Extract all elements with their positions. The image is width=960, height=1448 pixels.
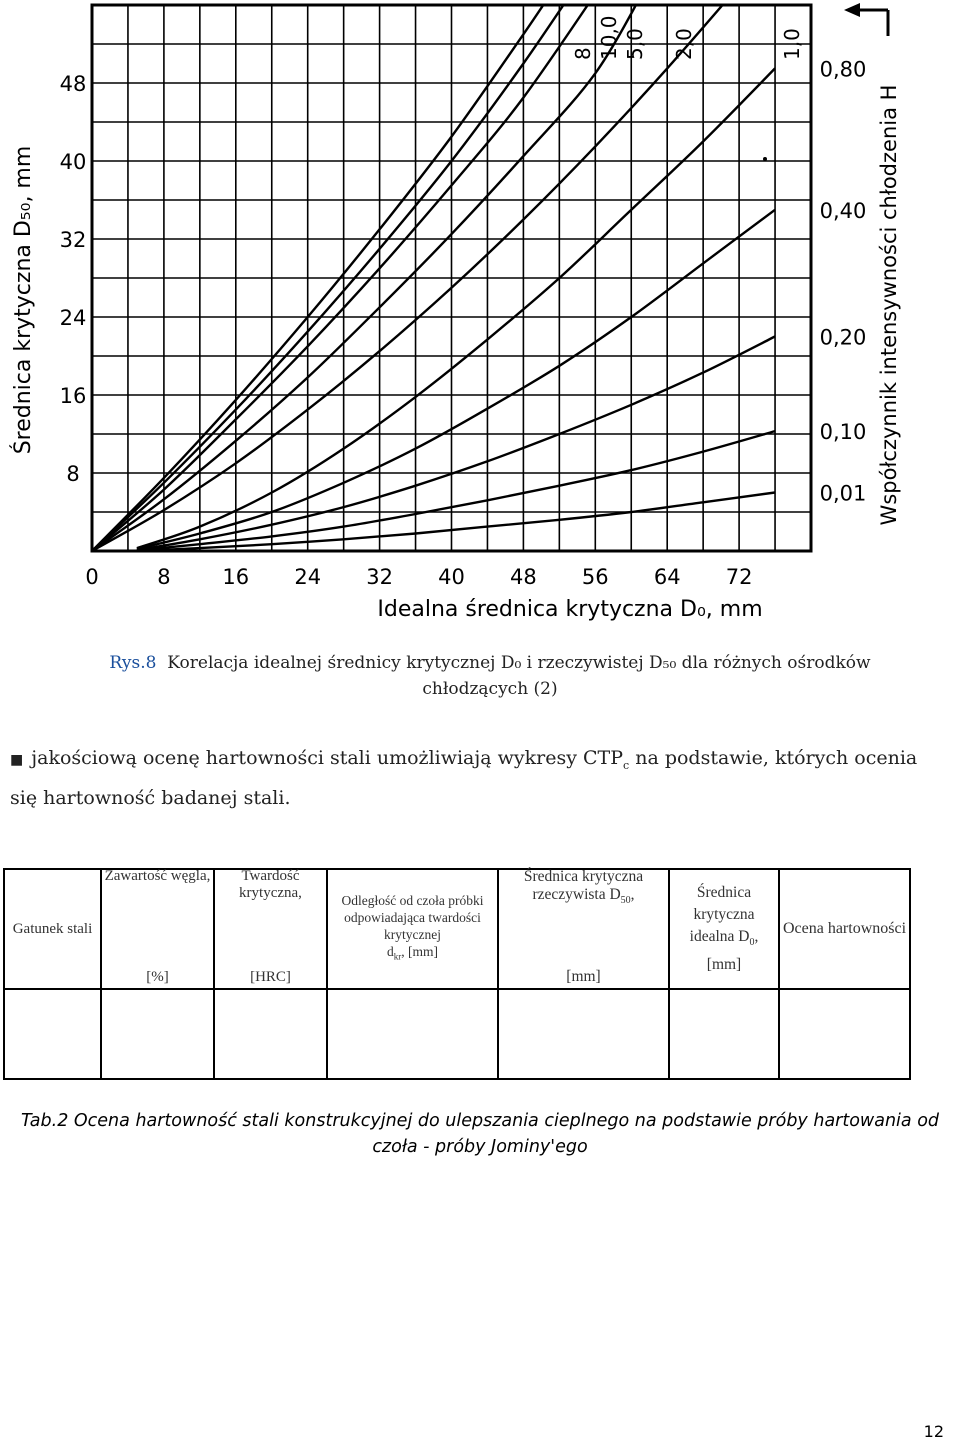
y-tick-label: 48 [59, 72, 87, 96]
x-tick-labels [85, 565, 752, 589]
top-curve-label: 5,0 [623, 28, 647, 60]
figure-caption [80, 650, 900, 702]
y-tick-label: 16 [59, 384, 87, 408]
x-tick-label: 48 [510, 565, 537, 589]
x-tick-label: 0 [85, 565, 99, 589]
hardenability-table [3, 868, 911, 1080]
header-real-critical-diameter: Średnica krytyczna rzeczywista $D_{50}$, [mm] [498, 869, 669, 989]
table-cell[interactable] [498, 989, 669, 1079]
paragraph-subscript: c [623, 758, 630, 772]
table-caption-line2: czoła - próby Jominy'ego [372, 1137, 588, 1157]
x-tick-label: 24 [294, 565, 322, 589]
x-tick-label: 56 [581, 565, 609, 589]
top-curve-label: 2,0 [672, 28, 696, 60]
figure-caption-line1: Korelacja idealnej średnicy krytycznej D₀ i rzeczywistej D₅₀ dla różnych ośrodków [167, 653, 871, 673]
curve-0-80 [137, 68, 775, 548]
top-curve-labels [571, 15, 804, 60]
curve-0-01 [137, 493, 775, 552]
x-tick-label: 8 [157, 565, 171, 589]
table-cell[interactable] [4, 989, 101, 1079]
x-tick-label: 16 [222, 565, 250, 589]
table-cell[interactable] [669, 989, 779, 1079]
paragraph-text-2: na podstawie, których ocenia się hartowność badanej stali. [10, 747, 918, 809]
top-curve-label: 10,0 [597, 15, 621, 60]
right-tick-label: 0,20 [819, 325, 867, 350]
right-tick-label: 0,40 [819, 198, 867, 223]
paragraph-text: jakościową ocenę hartowności stali umożliwiają wykresy CTP [31, 747, 623, 769]
y-tick-label: 24 [59, 306, 87, 330]
header-steel-grade: Gatunek stali [4, 869, 101, 989]
body-paragraph [10, 742, 950, 814]
y-tick-label: 8 [66, 462, 80, 486]
curve-0-40 [137, 210, 775, 549]
page-number: 12 [923, 1422, 944, 1441]
table-cell[interactable] [779, 989, 910, 1079]
x-tick-label: 64 [653, 565, 681, 589]
right-tick-label: 0,10 [819, 420, 867, 445]
table-cell[interactable] [327, 989, 498, 1079]
chart-grid [92, 5, 811, 551]
x-tick-label: 72 [725, 565, 753, 589]
right-tick-label: 0,80 [819, 57, 867, 82]
header-carbon-content: Zawartość węgla, [%] [101, 869, 214, 989]
figure-label: Rys.8 [109, 653, 157, 673]
header-distance: Odległość od czoła próbki odpowiadająca twardości krytycznej $d_{kr}$, [mm] [327, 869, 498, 989]
table-cell[interactable] [101, 989, 214, 1079]
speck [763, 157, 767, 161]
header-ideal-critical-diameter: Średnica krytyczna idealna $D_0$, [mm] [669, 869, 779, 989]
right-axis-label: Współczynnik intensywności chłodzenia H [877, 84, 901, 526]
top-curve-label: 8 [571, 47, 595, 60]
top-curve-label: 1,0 [780, 28, 804, 60]
y-tick-label: 40 [59, 150, 87, 174]
y-tick-labels [60, 72, 87, 486]
arrow-icon [844, 3, 888, 36]
x-tick-label: 32 [366, 565, 393, 589]
header-critical-hardness: Twardość krytyczna, [HRC] [214, 869, 327, 989]
bullet-icon: ■ [10, 752, 24, 768]
table-header-row [4, 869, 910, 989]
hardenability-chart [0, 0, 960, 640]
figure-caption-line2: chłodzących (2) [422, 679, 558, 699]
y-axis-label: Średnica krytyczna D₅₀, mm [11, 145, 36, 455]
header-hardenability-rating: Ocena hartowności [779, 869, 910, 989]
x-tick-label: 40 [438, 565, 465, 589]
x-axis-label: Idealna średnica krytyczna D₀, mm [377, 597, 763, 622]
y-tick-label: 32 [59, 228, 87, 252]
table-caption [0, 1108, 960, 1160]
right-tick-label: 0,01 [819, 481, 867, 506]
table-caption-line1: Tab.2 Ocena hartowność stali konstrukcyjnej do ulepszania cieplnego na podstawie próby hartowania od [20, 1111, 940, 1131]
right-tick-labels [820, 57, 867, 505]
table-cell[interactable] [214, 989, 327, 1079]
table-row [4, 989, 910, 1079]
